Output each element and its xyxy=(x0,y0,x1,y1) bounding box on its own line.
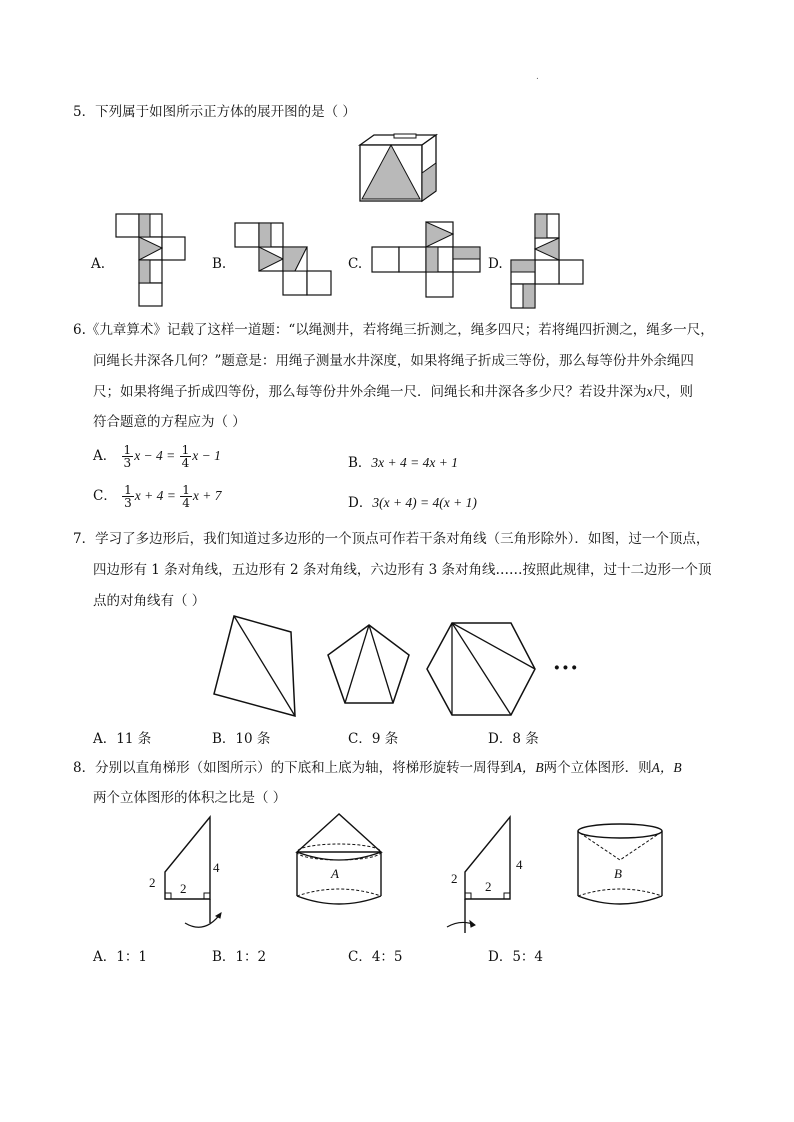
net-c-figure[interactable] xyxy=(371,221,481,301)
cube-figure xyxy=(356,133,440,203)
q6-line-3a: 尺；如果将绳子折成四等份，那么每等份井外余绳一尺．问绳长和井深各多少尺？若设井深为 xyxy=(93,384,647,400)
fraction-one-fourth: $\frac{1}{4}$ xyxy=(182,483,190,510)
q7-option-c[interactable]: C．9 条 xyxy=(348,731,399,747)
page-dot: . xyxy=(536,72,539,82)
q6-variable-x: x xyxy=(646,384,653,399)
q6-line-3b: 尺，则 xyxy=(652,384,693,400)
solid-a-label: A xyxy=(331,866,339,881)
hexagon-figure xyxy=(425,621,537,717)
q6-option-d-expr: 3(x + 4) = 4(x + 1) xyxy=(372,495,477,510)
fraction-one-third: $\frac{1}{3}$ xyxy=(123,443,132,470)
net-d-figure[interactable] xyxy=(510,213,586,309)
fig1-left-label: 2 xyxy=(149,875,156,890)
q6-option-c-tail: x + 7 xyxy=(192,488,222,503)
net-a-figure[interactable] xyxy=(115,213,195,309)
fig3-right-label: 4 xyxy=(516,857,523,872)
fig1-bottom-label: 2 xyxy=(180,881,187,896)
q6-option-c-mid: x + 4 = xyxy=(134,488,180,503)
q5-option-a-label[interactable]: A. xyxy=(91,256,106,272)
q6-option-b-expr: 3x + 4 = 4x + 1 xyxy=(371,455,458,470)
q6-option-b-label: B． xyxy=(348,455,372,471)
q7-line-3: 点的对角线有（ ） xyxy=(93,593,206,609)
q5-option-b-label[interactable]: B. xyxy=(212,256,227,272)
q8-option-d[interactable]: D．5：4 xyxy=(488,949,544,965)
fraction-one-fourth: $\frac{1}{4}$ xyxy=(181,443,190,470)
q6-line-1: 6.《九章算术》记载了这样一道题：“以绳测井，若将绳三折测之，绳多四尺；若将绳四折测之，绳多一尺， xyxy=(73,322,714,338)
q6-line-3 xyxy=(93,384,693,400)
q8-var-ab-2: A，B xyxy=(651,760,682,775)
q6-option-c-label: C． xyxy=(93,488,117,504)
q5-option-d-label[interactable]: D. xyxy=(488,256,503,272)
q6-line-4: 符合题意的方程应为（ ） xyxy=(93,414,246,430)
q7-option-d[interactable]: D．8 条 xyxy=(488,731,539,747)
quadrilateral-figure xyxy=(212,614,304,720)
ellipsis-dots: ··· xyxy=(553,655,579,681)
solid-b-figure xyxy=(574,822,666,908)
net-b-figure[interactable] xyxy=(234,222,338,298)
q6-option-c[interactable] xyxy=(93,484,222,509)
q8-option-b[interactable]: B．1：2 xyxy=(212,949,267,965)
solid-a-figure xyxy=(293,812,385,908)
q7-line-1: 7．学习了多边形后，我们知道过多边形的一个顶点可作若干条对角线（三角形除外）．如图，过一个顶点， xyxy=(73,531,710,547)
fraction-one-third: $\frac{1}{3}$ xyxy=(124,483,132,510)
q8-line-1c: 两个立体图形．则 xyxy=(543,760,652,776)
q6-option-d[interactable] xyxy=(348,491,477,511)
trapezoid-figure-1 xyxy=(145,815,235,937)
pentagon-figure xyxy=(325,623,411,707)
q7-option-a[interactable]: A．11 条 xyxy=(93,731,152,747)
q6-option-a[interactable] xyxy=(93,444,221,469)
q6-option-a-label: A． xyxy=(93,448,117,464)
q8-line-1a: 8．分别以直角梯形（如图所示）的下底和上底为轴，将梯形旋转一周得到 xyxy=(73,760,514,776)
q6-option-a-tail: x − 1 xyxy=(192,448,221,463)
q6-option-a-mid: x − 4 = xyxy=(134,448,179,463)
fig3-bottom-label: 2 xyxy=(485,879,492,894)
solid-b-label: B xyxy=(614,866,622,881)
q7-option-b[interactable]: B．10 条 xyxy=(212,731,271,747)
q5-text: 5．下列属于如图所示正方体的展开图的是（ ） xyxy=(73,104,356,120)
q8-line-2: 两个立体图形的体积之比是（ ） xyxy=(93,790,287,806)
q6-option-b[interactable] xyxy=(348,451,458,471)
q7-line-2: 四边形有 1 条对角线，五边形有 2 条对角线，六边形有 3 条对角线……按照此规律，过十二边形一个顶 xyxy=(93,562,712,578)
q8-var-ab-1: A，B xyxy=(513,760,544,775)
q8-option-c[interactable]: C．4：5 xyxy=(348,949,403,965)
q5-option-c-label[interactable]: C. xyxy=(348,256,363,272)
q6-option-d-label: D． xyxy=(348,495,373,511)
fig1-right-label: 4 xyxy=(213,860,220,875)
fig3-left-label: 2 xyxy=(451,871,458,886)
q8-option-a[interactable]: A．1：1 xyxy=(93,949,147,965)
q8-line-1 xyxy=(73,760,682,776)
q6-line-2: 问绳长井深各几何？”题意是：用绳子测量水井深度，如果将绳子折成三等份，那么每等份井外余绳四 xyxy=(93,353,694,369)
